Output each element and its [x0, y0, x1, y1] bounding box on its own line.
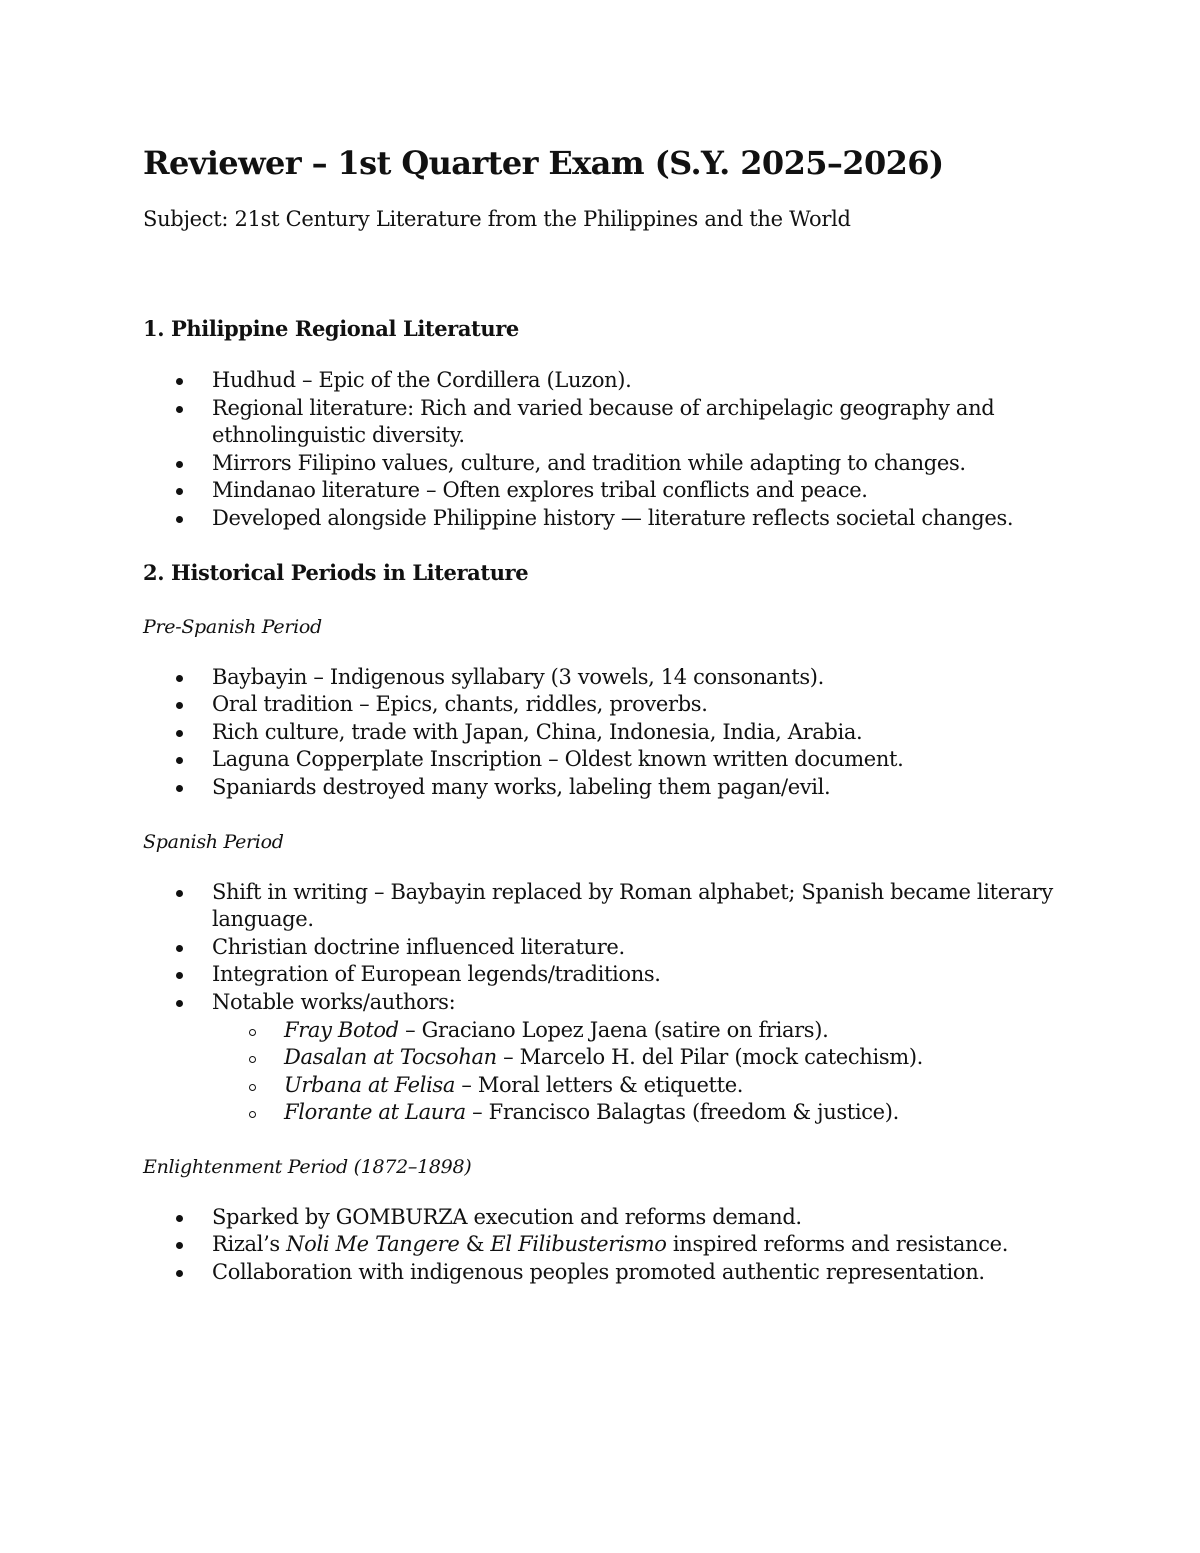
- list-item-text: Mindanao literature – Often explores tribal conflicts and peace.: [212, 478, 868, 503]
- work-title: Urbana at Felisa: [284, 1072, 456, 1097]
- pre-spanish-list: [143, 664, 1080, 802]
- list-item: [143, 879, 1072, 934]
- list-item-text: Collaboration with indigenous peoples promoted authentic representation.: [212, 1260, 985, 1285]
- bullet-icon: [176, 1270, 183, 1277]
- bullet-icon: [176, 890, 183, 897]
- list-item: [143, 477, 1072, 505]
- sub-list-item: [212, 1017, 1072, 1045]
- list-item-text: Laguna Copperplate Inscription – Oldest known written document.: [212, 747, 904, 772]
- list-item: [143, 774, 1072, 802]
- list-item-text: Sparked by GOMBURZA execution and reforms demand.: [212, 1204, 802, 1229]
- list-item-text: Developed alongside Philippine history — literature reflects societal changes.: [212, 505, 1014, 530]
- subject-line: Subject: 21st Century Literature from the Philippines and the World: [143, 207, 851, 231]
- list-item-text: Shift in writing – Baybayin replaced by Roman alphabet; Spanish became literary language.: [212, 879, 1053, 932]
- list-item-text-part: Rizal’s: [212, 1232, 287, 1257]
- sub-list-item: [212, 1072, 1072, 1100]
- list-item: [143, 1204, 1072, 1232]
- document-title: Reviewer – 1st Quarter Exam (S.Y. 2025–2026): [143, 144, 944, 182]
- enlightenment-period-list: [143, 1204, 1080, 1287]
- bullet-icon: [176, 785, 183, 792]
- list-item-text: Notable works/authors:: [212, 989, 456, 1014]
- section-heading-historical-periods: 2. Historical Periods in Literature: [143, 559, 529, 585]
- bullet-icon: [176, 406, 183, 413]
- bullet-icon: [176, 972, 183, 979]
- list-item-text: Rich culture, trade with Japan, China, Indonesia, India, Arabia.: [212, 719, 863, 744]
- circle-bullet-icon: [249, 1084, 256, 1091]
- period-label-pre-spanish: Pre-Spanish Period: [143, 615, 322, 638]
- spanish-period-list: [143, 879, 1080, 1127]
- novel-title-noli: Noli Me Tangere: [286, 1232, 460, 1257]
- list-item-text: Hudhud – Epic of the Cordillera (Luzon).: [212, 368, 632, 392]
- list-item: [143, 691, 1072, 719]
- sub-list-item: [212, 1044, 1072, 1072]
- list-item-text: Spaniards destroyed many works, labeling them pagan/evil.: [212, 774, 831, 799]
- list-item: [143, 934, 1072, 962]
- list-item: [143, 719, 1072, 747]
- work-title: Fray Botod: [284, 1017, 399, 1042]
- bullet-icon: [176, 516, 183, 523]
- circle-bullet-icon: [249, 1029, 256, 1036]
- regional-literature-list: [143, 367, 1080, 533]
- list-item: [143, 505, 1072, 533]
- list-item-text: Integration of European legends/traditions.: [212, 962, 661, 987]
- notable-works-list: [212, 1017, 1072, 1127]
- work-description: – Moral letters & etiquette.: [455, 1072, 744, 1097]
- work-description: – Marcelo H. del Pilar (mock catechism).: [496, 1045, 923, 1070]
- novel-title-fili: El Filibusterismo: [490, 1232, 667, 1257]
- list-item: [143, 1231, 1072, 1259]
- bullet-icon: [176, 488, 183, 495]
- bullet-icon: [176, 757, 183, 764]
- list-item-text: Mirrors Filipino values, culture, and tradition while adapting to changes.: [212, 450, 966, 475]
- list-item-text: Oral tradition – Epics, chants, riddles, proverbs.: [212, 692, 708, 717]
- list-item: [143, 1259, 1072, 1287]
- bullet-icon: [176, 1000, 183, 1007]
- list-item-text: Baybayin – Indigenous syllabary (3 vowels, 14 consonants).: [212, 664, 824, 689]
- bullet-icon: [176, 378, 183, 385]
- bullet-icon: [176, 945, 183, 952]
- work-description: – Graciano Lopez Jaena (satire on friars).: [398, 1017, 829, 1042]
- list-item-text: Regional literature: Rich and varied because of archipelagic geography and ethnolinguistic diversity.: [212, 395, 995, 448]
- bullet-icon: [176, 730, 183, 737]
- list-item: [143, 989, 1072, 1127]
- list-item: [143, 450, 1072, 478]
- bullet-icon: [176, 675, 183, 682]
- list-item-text-part: inspired reforms and resistance.: [666, 1232, 1009, 1257]
- period-label-spanish: Spanish Period: [143, 830, 284, 853]
- bullet-icon: [176, 1215, 183, 1222]
- list-item: [143, 367, 1072, 395]
- bullet-icon: [176, 1242, 183, 1249]
- work-title: Dasalan at Tocsohan: [284, 1045, 497, 1070]
- list-item: [143, 395, 1072, 450]
- list-item: [143, 961, 1072, 989]
- bullet-icon: [176, 702, 183, 709]
- list-item: [143, 746, 1072, 774]
- circle-bullet-icon: [249, 1056, 256, 1063]
- circle-bullet-icon: [249, 1111, 256, 1118]
- section-heading-regional-literature: 1. Philippine Regional Literature: [143, 316, 519, 341]
- work-title: Florante at Laura: [284, 1100, 466, 1125]
- period-label-enlightenment: Enlightenment Period (1872–1898): [143, 1155, 472, 1178]
- sub-list-item: [212, 1099, 1072, 1127]
- list-item-text-part: &: [459, 1232, 491, 1257]
- list-item-text: Christian doctrine influenced literature.: [212, 934, 625, 959]
- bullet-icon: [176, 461, 183, 468]
- list-item: [143, 664, 1072, 692]
- work-description: – Francisco Balagtas (freedom & justice).: [465, 1100, 899, 1125]
